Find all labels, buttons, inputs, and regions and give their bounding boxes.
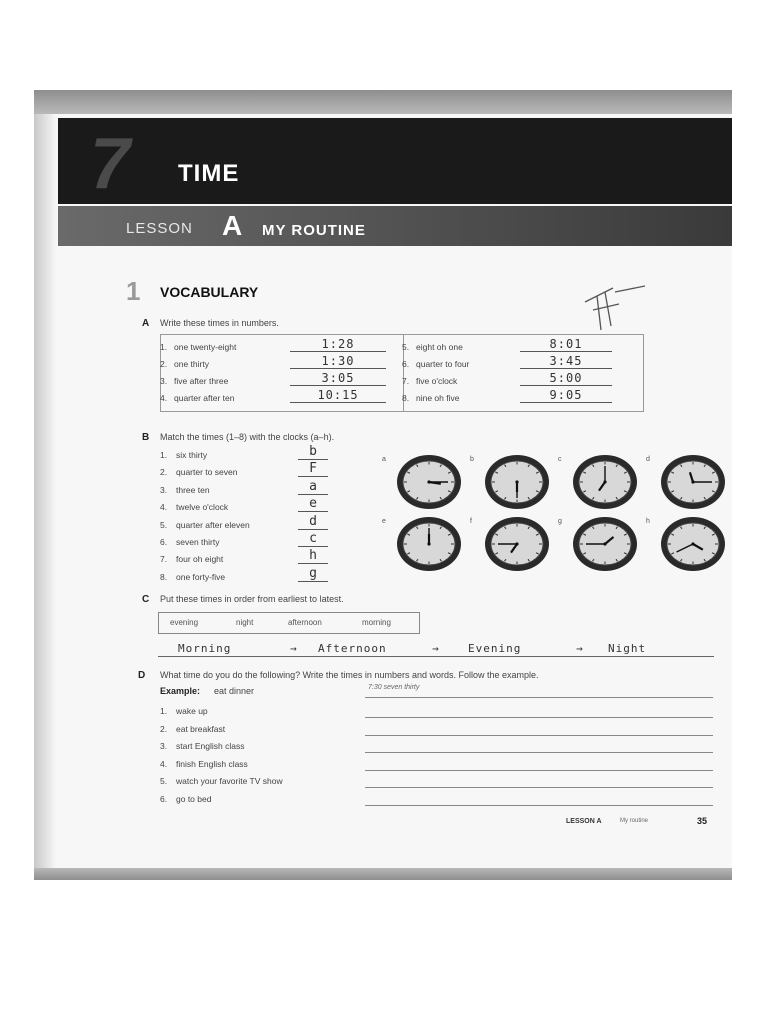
order-arrow: → (432, 642, 440, 655)
clock-face-icon (660, 516, 726, 572)
match-number: 2. (160, 467, 168, 478)
example-answer: 7:30 seven thirty (368, 684, 420, 691)
clock-label: b (470, 456, 474, 463)
part-a-letter: A (142, 318, 150, 329)
section-title: VOCABULARY (160, 284, 259, 300)
vocab-answer: 9:05 (520, 389, 612, 403)
part-d-instruction: What time do you do the following? Write the times in numbers and words. Follow the example. (160, 670, 539, 680)
order-arrow: → (576, 642, 584, 655)
clock-label: g (558, 518, 562, 525)
vocab-answer: 10:15 (290, 389, 386, 403)
routine-number: 6. (160, 794, 168, 804)
order-answer: Morning (178, 642, 232, 655)
match-phrase: one forty-five (176, 571, 226, 582)
scan-top-shadow (34, 90, 732, 114)
routine-number: 1. (160, 706, 168, 716)
match-number: 7. (160, 554, 168, 565)
match-number: 8. (160, 571, 168, 582)
example-answer-line (365, 697, 713, 698)
clock-face-icon (660, 454, 726, 510)
clock-face-icon (484, 516, 550, 572)
teacher-check-mark-icon (575, 280, 655, 340)
match-number: 1. (160, 450, 168, 460)
match-answer: h (298, 549, 328, 564)
vocab-number: 5. (402, 342, 410, 352)
chapter-title: TIME (178, 160, 240, 187)
vocab-number: 2. (160, 359, 168, 369)
part-a-instruction: Write these times in numbers. (160, 318, 279, 328)
match-phrase: twelve o'clock (176, 502, 229, 513)
match-phrase: quarter after eleven (176, 519, 250, 530)
clock-label: f (470, 518, 472, 525)
page-number: 35 (697, 816, 708, 826)
clock-face-icon (484, 454, 550, 510)
order-answer: Evening (468, 642, 522, 655)
match-answer: F (298, 462, 328, 477)
routine-answer-line (365, 770, 713, 771)
vocab-answer: 3:45 (520, 355, 612, 369)
vocab-number: 7. (402, 376, 410, 386)
example-text: eat dinner (214, 686, 255, 696)
vocab-phrase: eight oh one (416, 342, 463, 352)
vocab-answer: 1:30 (290, 355, 386, 369)
routine-answer-line (365, 805, 713, 806)
order-answer: Night (608, 642, 647, 655)
vocab-phrase: one twenty-eight (174, 342, 237, 352)
routine-activity: start English class (176, 741, 245, 752)
scan-bottom-shadow (34, 868, 732, 880)
part-b-instruction: Match the times (1–8) with the clocks (a–h). (160, 432, 335, 442)
word-box-item: morning (362, 618, 391, 627)
match-answer: c (298, 532, 328, 547)
word-box-item: evening (170, 618, 199, 627)
example-label: Example: (160, 686, 201, 696)
match-phrase: three ten (176, 484, 210, 495)
vocab-number: 4. (160, 393, 168, 403)
chapter-number: 7 (90, 124, 131, 204)
match-number: 3. (160, 484, 168, 495)
clock-label: h (646, 518, 650, 525)
clock-face-icon (396, 516, 462, 572)
word-box-item: afternoon (288, 618, 322, 627)
clock-face-icon (396, 454, 462, 510)
footer-lesson: LESSON A (566, 818, 602, 825)
order-arrow: → (290, 642, 298, 655)
routine-number: 4. (160, 758, 168, 769)
vocab-phrase: quarter after ten (174, 393, 235, 403)
match-number: 4. (160, 502, 168, 513)
match-phrase: quarter to seven (176, 467, 238, 478)
vocab-number: 1. (160, 342, 168, 352)
vocab-answer: 1:28 (290, 338, 386, 352)
clock-face-icon (572, 454, 638, 510)
match-answer: e (298, 497, 328, 512)
vocab-answer: 3:05 (290, 372, 386, 386)
vocab-phrase: five o'clock (416, 376, 458, 386)
vocab-phrase: one thirty (174, 359, 209, 369)
routine-activity: wake up (176, 706, 208, 716)
lesson-word: LESSON (126, 220, 193, 237)
match-number: 6. (160, 537, 168, 547)
clock-label: e (382, 518, 386, 525)
match-answer: b (298, 445, 328, 460)
routine-answer-line (365, 717, 713, 718)
match-number: 5. (160, 519, 168, 530)
routine-answer-line (365, 787, 713, 788)
routine-activity: watch your favorite TV show (176, 776, 283, 787)
scan-binding-shadow (34, 114, 56, 870)
section-number: 1 (126, 276, 141, 306)
routine-number: 5. (160, 776, 168, 787)
part-c-instruction: Put these times in order from earliest to latest. (160, 594, 344, 604)
footer-subtitle: My routine (620, 818, 649, 824)
vocab-answer: 5:00 (520, 372, 612, 386)
lesson-title: MY ROUTINE (262, 222, 366, 239)
part-d-letter: D (138, 670, 146, 681)
part-c-letter: C (142, 594, 150, 605)
match-answer: a (298, 480, 328, 495)
vocab-answer: 8:01 (520, 338, 612, 352)
order-answer: Afternoon (318, 642, 387, 655)
clock-face-icon (572, 516, 638, 572)
vocab-number: 3. (160, 376, 168, 386)
chapter-title-band (58, 118, 732, 204)
part-b-letter: B (142, 432, 150, 443)
vocab-phrase: five after three (174, 376, 229, 386)
routine-number: 3. (160, 741, 168, 752)
lesson-letter: A (222, 210, 243, 241)
vocab-phrase: quarter to four (416, 359, 470, 369)
clock-label: c (558, 456, 562, 463)
vocab-phrase: nine oh five (416, 393, 460, 403)
match-answer: g (298, 567, 328, 582)
routine-activity: go to bed (176, 794, 212, 804)
match-phrase: six thirty (176, 450, 208, 460)
word-box-item: night (236, 618, 254, 627)
match-phrase: seven thirty (176, 537, 220, 547)
vocab-number: 8. (402, 393, 410, 403)
routine-answer-line (365, 735, 713, 736)
vocab-number: 6. (402, 359, 410, 369)
match-answer: d (298, 515, 328, 530)
routine-answer-line (365, 752, 713, 753)
clock-label: d (646, 456, 650, 463)
clock-label: a (382, 456, 386, 463)
match-phrase: four oh eight (176, 554, 224, 565)
routine-activity: finish English class (176, 758, 248, 769)
routine-number: 2. (160, 723, 168, 734)
order-answer-line (158, 656, 714, 657)
routine-activity: eat breakfast (176, 723, 226, 734)
